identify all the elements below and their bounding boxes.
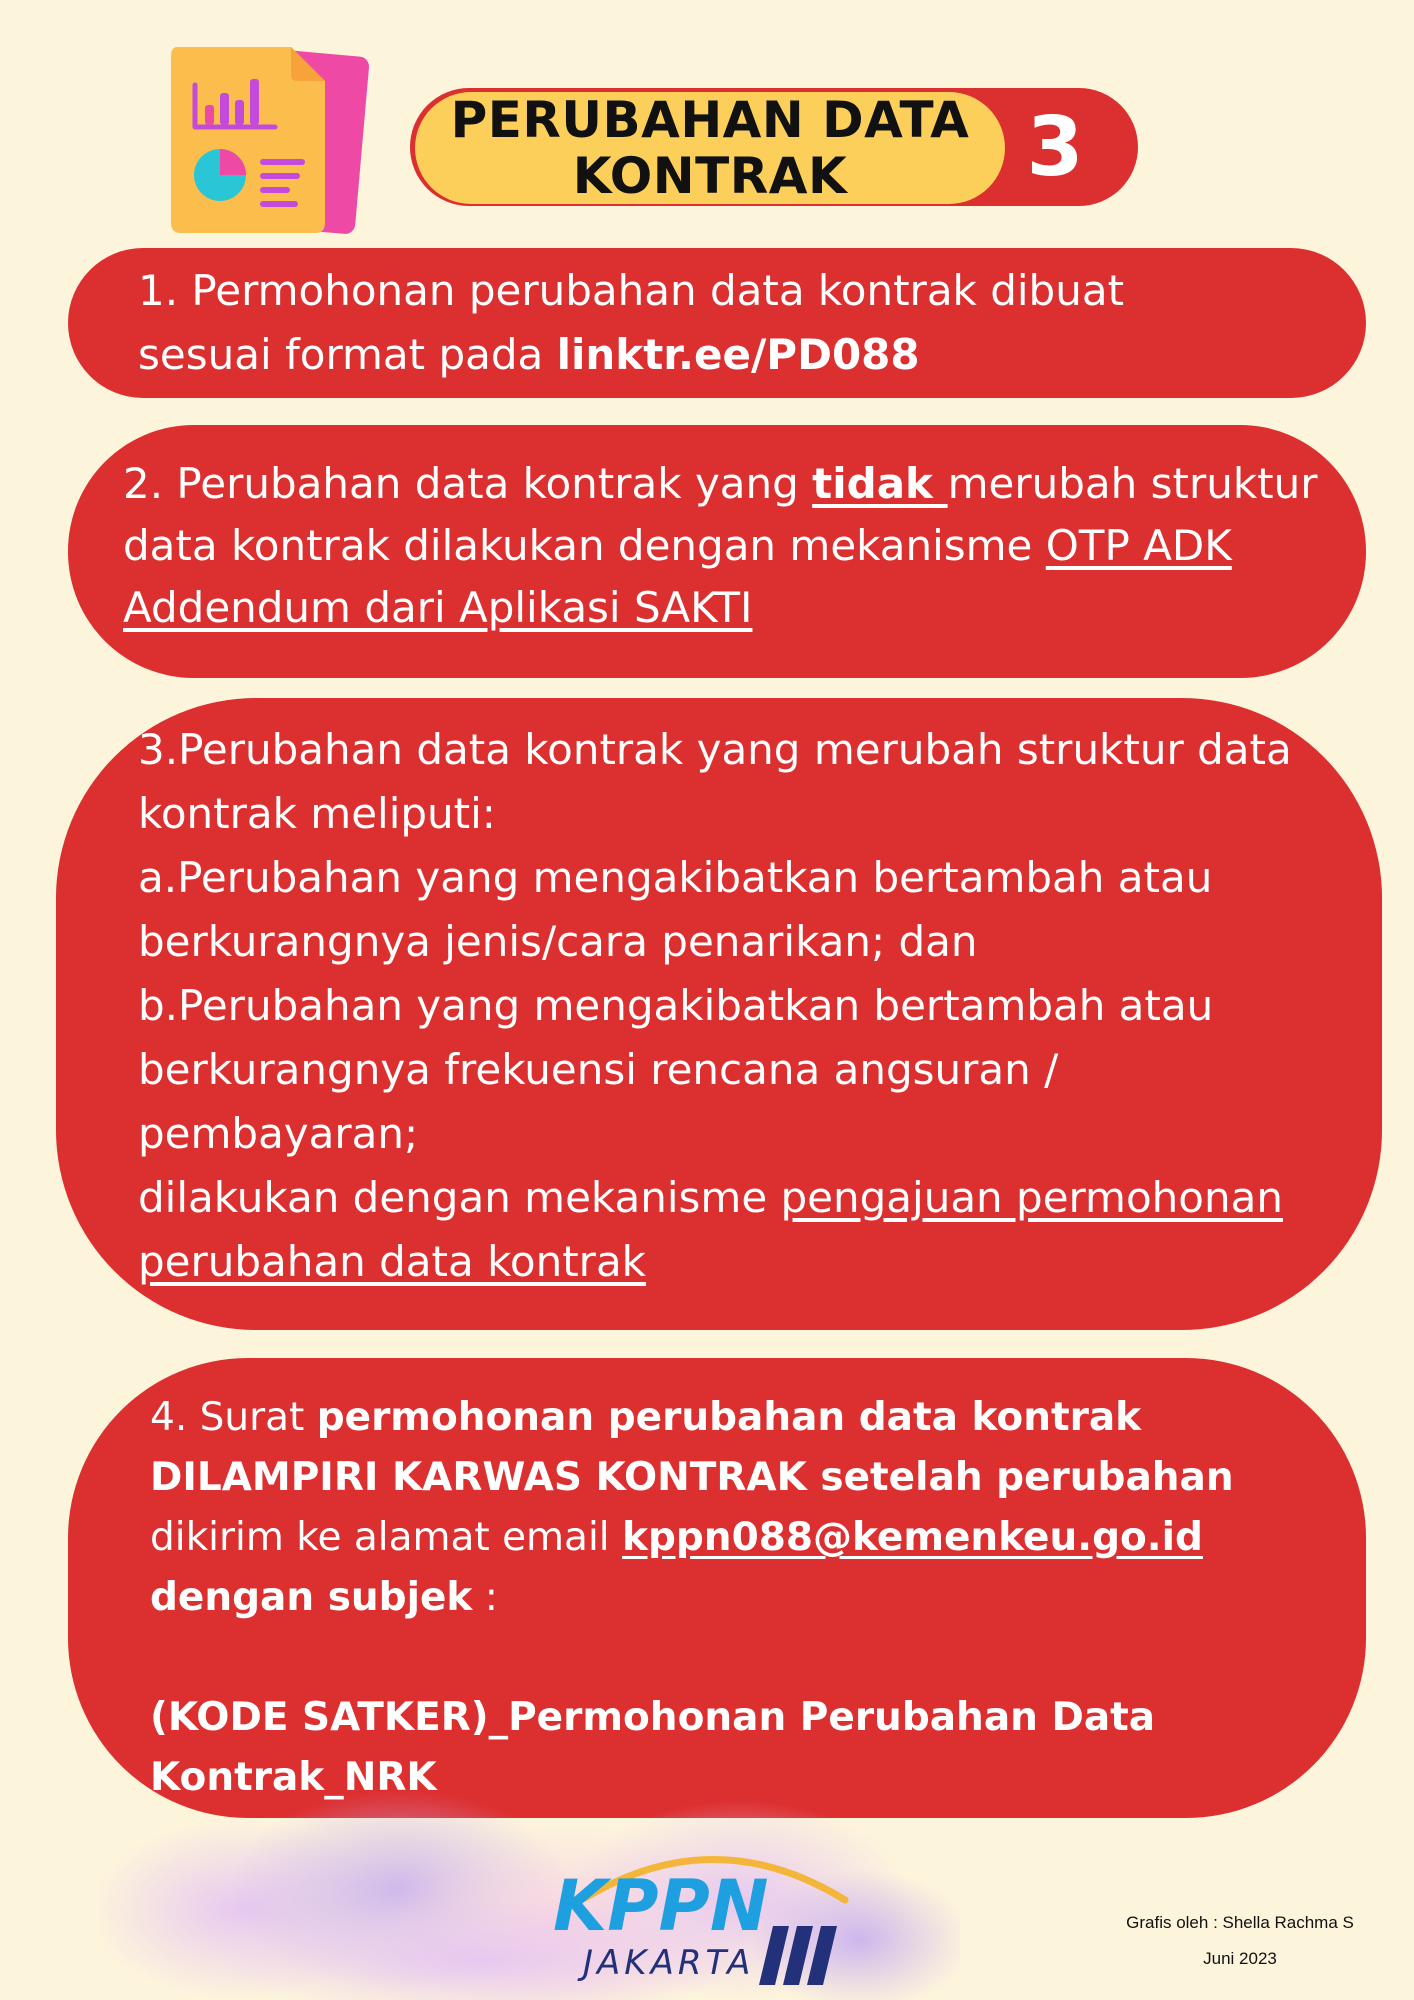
step-1-text-a: 1. Permohonan perubahan data kontrak dibuat — [138, 266, 1125, 315]
email-subject-line-2: Kontrak_NRK — [150, 1755, 437, 1800]
step-4-colon: : — [472, 1575, 498, 1620]
step-3-line-6: berkurangnya frekuensi rencana angsuran / — [138, 1045, 1059, 1094]
page-title — [415, 92, 1005, 204]
step-3-line-3: a.Perubahan yang mengakibatkan bertambah atau — [138, 853, 1213, 902]
credit-author: Grafis oleh : Shella Rachma S — [1126, 1913, 1354, 1932]
step-2-card — [68, 425, 1366, 678]
step-3-line-2: kontrak meliputi: — [138, 789, 496, 838]
addendum-sakti-link[interactable]: Addendum dari Aplikasi SAKTI — [123, 583, 753, 632]
step-3-line-8: dilakukan dengan mekanisme — [138, 1173, 781, 1222]
step-4-plain-1: dikirim ke alamat email — [150, 1515, 623, 1560]
roman-numeral-three-icon — [759, 1926, 837, 1985]
step-2-part-2: merubah struktur — [947, 459, 1318, 508]
kppn-jakarta-logo — [545, 1840, 875, 1990]
step-3-line-7: pembayaran; — [138, 1109, 419, 1158]
step-2-text — [123, 453, 1326, 639]
step-1-text-b: sesuai format pada — [138, 330, 557, 379]
email-subject-line-1: (KODE SATKER)_Permohonan Perubahan Data — [150, 1695, 1156, 1740]
logo-kppn-text: KPPN — [553, 1865, 769, 1947]
step-2-part-1: 2. Perubahan data kontrak yang — [123, 459, 813, 508]
permohonan-link-a[interactable]: pengajuan permohonan — [780, 1173, 1283, 1222]
graphic-credit — [1090, 1905, 1390, 1977]
step-3-card — [56, 698, 1382, 1330]
credit-date: Juni 2023 — [1203, 1949, 1277, 1968]
page-title-line-2: KONTRAK — [572, 147, 848, 205]
format-link[interactable]: linktr.ee/PD088 — [556, 330, 920, 379]
permohonan-link-b[interactable]: perubahan data kontrak — [138, 1237, 646, 1286]
step-2-emphasis: tidak — [812, 459, 948, 508]
logo-jakarta-text: JAKARTA — [583, 1943, 755, 1983]
step-4-prefix: 4. Surat — [150, 1395, 317, 1440]
step-4-bold-1: permohonan perubahan data kontrak — [316, 1395, 1142, 1440]
step-4-bold-3: dengan subjek — [150, 1575, 473, 1620]
otp-adk-link[interactable]: OTP ADK — [1045, 521, 1232, 570]
step-3-line-5: b.Perubahan yang mengakibatkan bertambah atau — [138, 981, 1214, 1030]
step-4-text — [150, 1388, 1326, 1808]
page-title-line-1: PERUBAHAN DATA — [450, 91, 970, 149]
step-2-part-3: data kontrak dilakukan dengan mekanisme — [123, 521, 1046, 570]
section-number: 3 — [1026, 99, 1084, 195]
report-document-icon — [165, 35, 375, 245]
step-3-line-1: 3.Perubahan data kontrak yang merubah struktur data — [138, 725, 1292, 774]
step-1-text — [138, 259, 1124, 387]
step-3-text — [138, 718, 1342, 1294]
step-1-card — [68, 248, 1366, 398]
step-3-line-4: berkurangnya jenis/cara penarikan; dan — [138, 917, 978, 966]
step-4-bold-2: DILAMPIRI KARWAS KONTRAK setelah perubahan — [150, 1455, 1234, 1500]
step-4-card — [68, 1358, 1366, 1818]
email-link[interactable]: kppn088@kemenkeu.go.id — [622, 1515, 1203, 1560]
